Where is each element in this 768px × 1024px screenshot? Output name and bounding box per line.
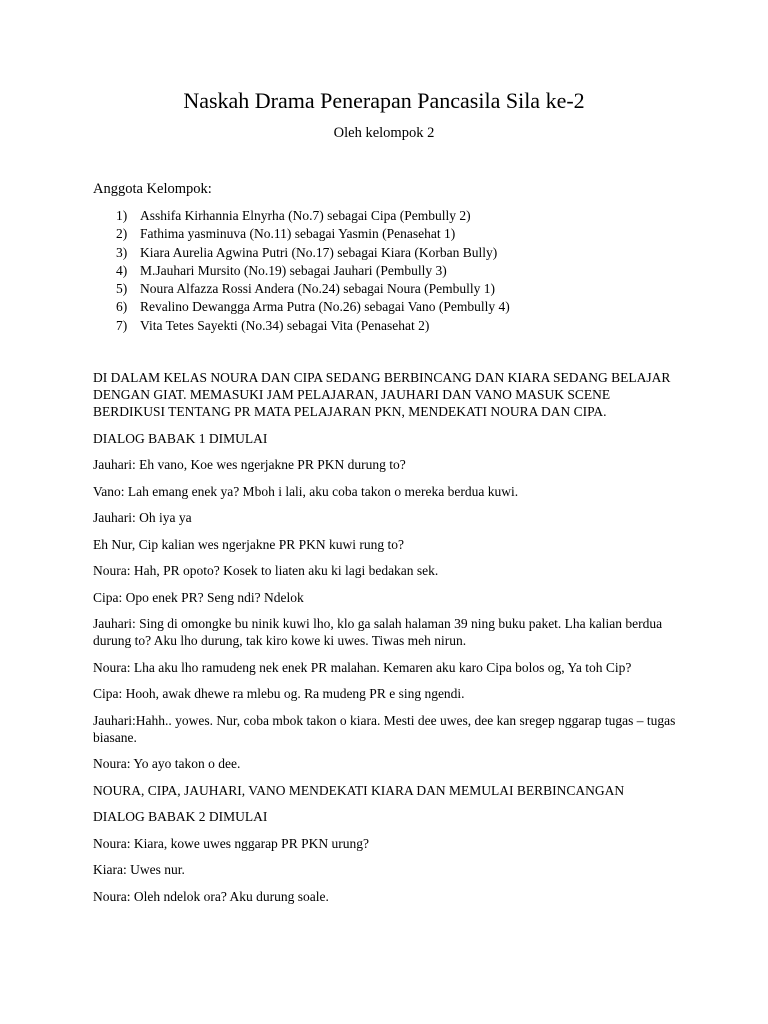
scene-direction: DI DALAM KELAS NOURA DAN CIPA SEDANG BERBINCANG DAN KIARA SEDANG BELAJAR DENGAN GIAT. MEMASUKI JAM PELAJARAN, JAUHARI DAN VANO MASUK SCENE BERDIKUSI TENTANG PR MATA PELAJARAN PKN, MENDEKATI NOURA DAN CIPA. [93,370,671,419]
dialog-line: Jauhari: Oh iya ya [93,510,192,525]
member-text: Kiara Aurelia Agwina Putri (No.17) sebagai Kiara (Korban Bully) [140,244,498,260]
document-title: Naskah Drama Penerapan Pancasila Sila ke-2 [183,88,585,113]
list-number: 3) [116,244,128,260]
dialog-line: Jauhari: Eh vano, Koe wes ngerjakne PR PKN durung to? [93,457,406,472]
dialog-line: Jauhari:Hahh.. yowes. Nur, coba mbok takon o kiara. Mesti dee uwes, dee kan sregep nggarap tugas – tugas biasane. [93,712,676,745]
list-item [93,262,693,280]
script-body [93,369,683,914]
act-heading: DIALOG BABAK 1 DIMULAI [93,430,268,446]
act-heading: DIALOG BABAK 2 DIMULAI [93,809,268,824]
list-number: 6) [116,299,128,315]
member-text: Noura Alfazza Rossi Andera (No.24) sebagai Noura (Pembully 1) [140,281,496,297]
dialog-line: Noura: Lha aku lho ramudeng nek enek PR malahan. Kemaren aku karo Cipa bolos og, Ya toh Cip? [93,659,632,675]
list-item [93,280,693,298]
list-number: 4) [116,262,128,278]
members-heading: Anggota Kelompok: [93,181,212,197]
list-number: 1) [116,208,128,223]
dialog-line: Jauhari: Sing di omongke bu ninik kuwi lho, klo ga salah halaman 39 ning buku paket. Lha kalian berdua durung to? Aku lho durung, tak kiro kowe ki uwes. Tiwas meh nirun. [93,616,663,648]
members-list [93,207,693,335]
list-item [93,244,693,262]
list-item [93,317,693,335]
list-number: 5) [116,281,128,297]
member-text: Vita Tetes Sayekti (No.34) sebagai Vita (Penasehat 2) [140,317,430,333]
dialog-line: Noura: Hah, PR opoto? Kosek to liaten aku ki lagi bedakan sek. [93,563,439,578]
list-item [93,207,693,225]
list-number: 2) [116,226,128,242]
dialog-line: Vano: Lah emang enek ya? Mboh i lali, aku coba takon o mereka berdua kuwi. [93,483,519,499]
document-subtitle: Oleh kelompok 2 [333,125,435,141]
list-number: 7) [116,317,128,333]
member-text: M.Jauhari Mursito (No.19) sebagai Jauhari (Pembully 3) [140,262,447,278]
dialog-line: Cipa: Opo enek PR? Seng ndi? Ndelok [93,589,304,605]
member-text: Fathima yasminuva (No.11) sebagai Yasmin (Penasehat 1) [140,226,456,242]
dialog-line: Kiara: Uwes nur. [93,862,185,877]
scene-direction: NOURA, CIPA, JAUHARI, VANO MENDEKATI KIARA DAN MEMULAI BERBINCANGAN [93,782,625,798]
dialog-line: Noura: Kiara, kowe uwes nggarap PR PKN urung? [93,835,369,851]
member-text: Revalino Dewangga Arma Putra (No.26) sebagai Vano (Pembully 4) [140,299,510,315]
dialog-line: Eh Nur, Cip kalian wes ngerjakne PR PKN kuwi rung to? [93,536,405,552]
list-item [93,298,693,316]
list-item [93,225,693,243]
dialog-line: Cipa: Hooh, awak dhewe ra mlebu og. Ra mudeng PR e sing ngendi. [93,686,465,701]
dialog-line: Noura: Oleh ndelok ora? Aku durung soale. [93,888,329,904]
member-text: Asshifa Kirhannia Elnyrha (No.7) sebagai Cipa (Pembully 2) [140,208,471,223]
dialog-line: Noura: Yo ayo takon o dee. [93,756,241,771]
